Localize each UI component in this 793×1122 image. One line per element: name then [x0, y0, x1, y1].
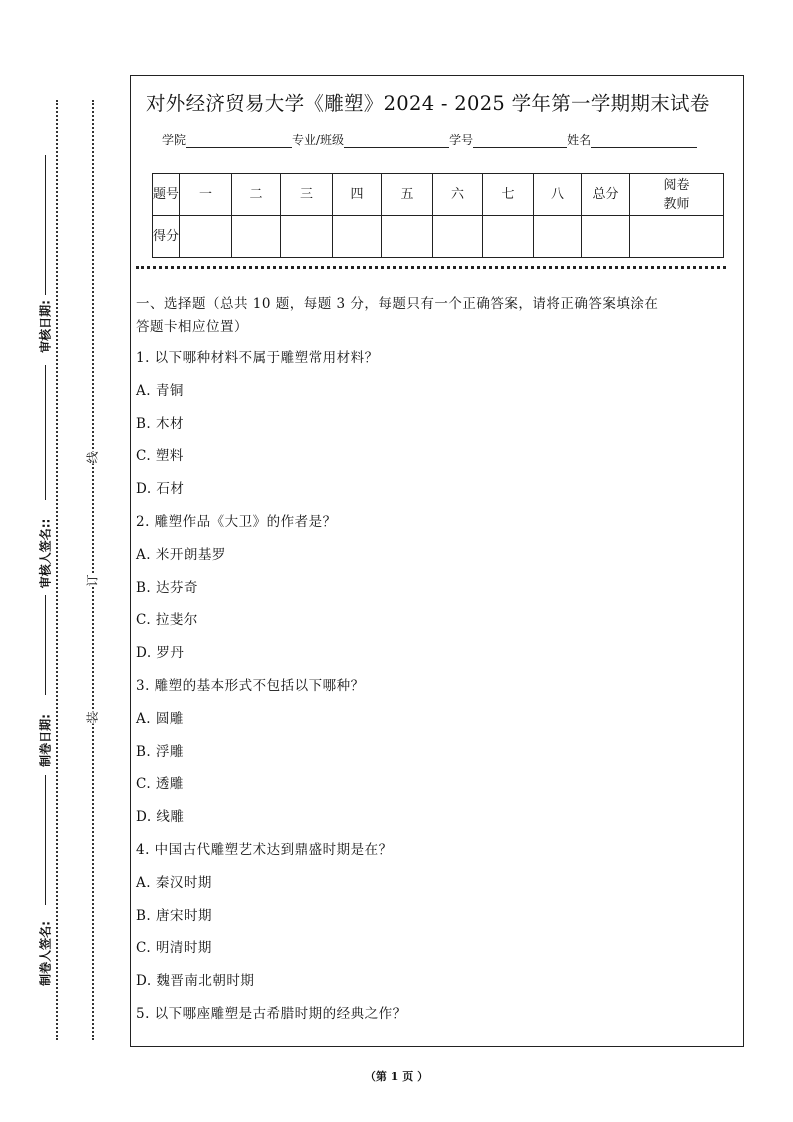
col-grader: 阅卷教师	[630, 174, 724, 216]
binding-dotted-line	[92, 100, 94, 1040]
answer-option[interactable]: D. 石材	[136, 481, 185, 498]
binding-mark-ding: 订	[82, 574, 103, 586]
answer-option[interactable]: D. 线雕	[136, 809, 185, 826]
page-number: （第 1 页 ）	[364, 1070, 429, 1083]
answer-option[interactable]: A. 秦汉时期	[136, 874, 212, 891]
answer-option[interactable]: C. 拉斐尔	[136, 612, 198, 629]
college-label: 学院	[162, 133, 187, 147]
answer-option[interactable]: B. 达芬奇	[136, 579, 199, 596]
reviewer-sign-blank	[45, 365, 46, 500]
major-field[interactable]	[344, 133, 449, 148]
col-6: 六	[433, 174, 483, 216]
score-cell[interactable]	[483, 216, 534, 258]
reviewer-sign-label: 审核人签名::	[38, 518, 53, 589]
answer-option[interactable]: C. 塑料	[136, 448, 184, 465]
binding-mark-xian: 线	[82, 451, 103, 463]
score-label: 得分	[153, 216, 180, 258]
score-cell[interactable]	[281, 216, 333, 258]
maker-sign-label: 制卷人签名:	[38, 921, 53, 986]
score-cell[interactable]	[534, 216, 582, 258]
col-2: 二	[232, 174, 281, 216]
make-date-label: 制卷日期:	[38, 714, 53, 767]
answer-option[interactable]: C. 透雕	[136, 776, 184, 793]
col-1: 一	[180, 174, 232, 216]
answer-option[interactable]: A. 青铜	[136, 382, 184, 399]
answer-option[interactable]: C. 明清时期	[136, 940, 212, 957]
review-date-blank	[45, 155, 46, 295]
col-5: 五	[382, 174, 433, 216]
question-text: 1. 以下哪种材料不属于雕塑常用材料？	[136, 350, 379, 366]
separator-dotted-line	[136, 266, 726, 269]
col-3: 三	[281, 174, 333, 216]
question-text: 3. 雕塑的基本形式不包括以下哪种？	[136, 678, 365, 694]
exam-title: 对外经济贸易大学《雕塑》2024 - 2025 学年第一学期期末试卷	[146, 92, 710, 115]
maker-sign-blank	[45, 775, 46, 905]
student-id-field[interactable]	[473, 133, 567, 148]
review-date-label: 审核日期:	[38, 300, 53, 353]
score-cell[interactable]	[232, 216, 281, 258]
name-field[interactable]	[591, 133, 697, 148]
answer-option[interactable]: B. 浮雕	[136, 743, 185, 760]
score-cell[interactable]	[582, 216, 630, 258]
score-cell[interactable]	[382, 216, 433, 258]
col-8: 八	[534, 174, 582, 216]
col-7: 七	[483, 174, 534, 216]
section-heading-line1: 一、选择题（总共 10 题，每题 3 分，每题只有一个正确答案，请将正确答案填涂在	[136, 296, 659, 312]
answer-option[interactable]: A. 米开朗基罗	[136, 546, 226, 563]
answer-option[interactable]: B. 唐宋时期	[136, 907, 213, 924]
question-text: 4. 中国古代雕塑艺术达到鼎盛时期是在？	[136, 842, 393, 858]
make-date-blank	[45, 595, 46, 695]
student-info-row	[162, 131, 697, 148]
major-label: 专业/班级	[292, 133, 345, 147]
score-cell[interactable]	[333, 216, 382, 258]
score-cell[interactable]	[630, 216, 724, 258]
name-label: 姓名	[567, 133, 592, 147]
section-heading-line2: 答题卡相应位置）	[136, 319, 248, 335]
question-text: 2. 雕塑作品《大卫》的作者是？	[136, 514, 337, 530]
answer-option[interactable]: B. 木材	[136, 415, 185, 432]
score-cell[interactable]	[433, 216, 483, 258]
header-label: 题号	[153, 174, 180, 216]
margin-dotted-line-outer	[56, 100, 58, 1040]
col-total: 总分	[582, 174, 630, 216]
score-cell[interactable]	[180, 216, 232, 258]
score-table	[152, 173, 724, 258]
answer-option[interactable]: A. 圆雕	[136, 710, 184, 727]
answer-option[interactable]: D. 罗丹	[136, 645, 185, 662]
col-4: 四	[333, 174, 382, 216]
answer-option[interactable]: D. 魏晋南北朝时期	[136, 973, 255, 990]
binding-mark-zhuang: 装	[82, 711, 103, 723]
college-field[interactable]	[186, 133, 292, 148]
student-id-label: 学号	[449, 133, 474, 147]
question-text: 5. 以下哪座雕塑是古希腊时期的经典之作？	[136, 1006, 407, 1022]
